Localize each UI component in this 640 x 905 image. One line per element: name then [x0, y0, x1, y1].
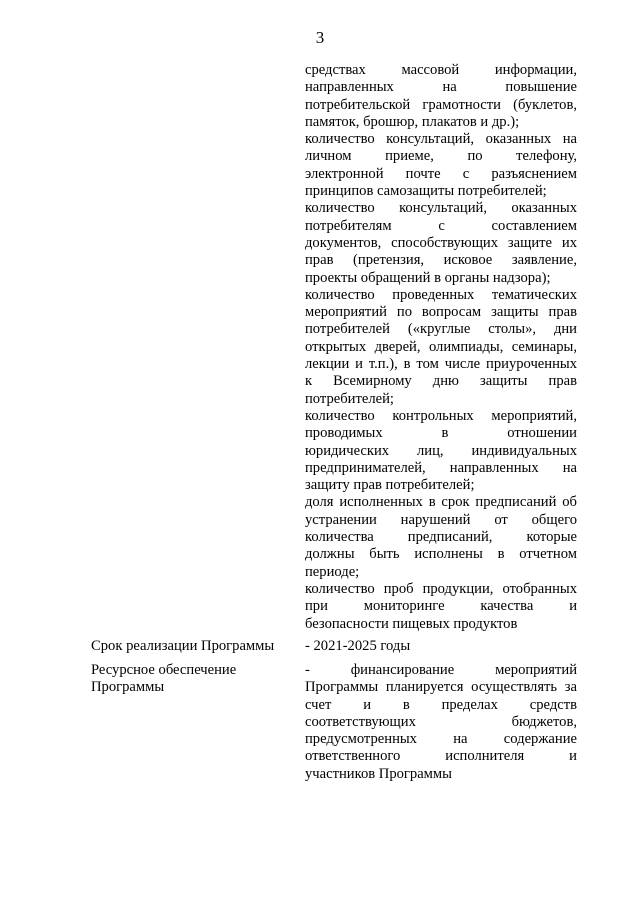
page-number: 3 [315, 28, 325, 47]
text-line: проекты обращений в органы надзора); [305, 269, 551, 286]
text-line: доля исполненных в срок предписаний об [305, 494, 577, 511]
resource-label-line: Ресурсное обеспечение [91, 662, 237, 678]
text-line: потребительской грамотности (буклетов, [305, 96, 577, 113]
text-line: количество проб продукции, отобранных [305, 580, 577, 597]
text-line: мероприятий по вопросам защиты прав [305, 304, 577, 321]
text-line: участников Программы [305, 765, 452, 782]
text-line: средствах массовой информации, [305, 62, 577, 78]
period-value-text: - 2021-2025 годы [305, 638, 411, 654]
text-line: соответствующих бюджетов, [305, 713, 577, 730]
text-line: устранении нарушений от общего [305, 511, 577, 528]
period-value [305, 638, 577, 655]
text-line: проводимых в отношении [305, 425, 577, 442]
text-line: лекции и т.п.), в том числе приуроченных [305, 356, 577, 373]
text-line: количество консультаций, оказанных [305, 200, 577, 217]
resource-label [91, 662, 296, 697]
text-line: к Всемирному дню защиты прав [305, 373, 577, 390]
resource-value-block [305, 662, 577, 783]
text-line: количество проведенных тематических [305, 286, 577, 303]
text-line: Программы планируется осуществлять за [305, 679, 577, 696]
text-line: периоде; [305, 563, 360, 580]
text-line: количества предписаний, которые [305, 529, 577, 546]
text-line: памяток, брошюр, плакатов и др.); [305, 113, 520, 130]
text-line: счет и в пределах средств [305, 696, 577, 713]
text-line: при мониторинге качества и [305, 598, 577, 615]
text-line: открытых дверей, олимпиады, семинары, [305, 338, 577, 355]
text-line: потребителям с составлением [305, 217, 577, 234]
text-line: прав (претензия, исковое заявление, [305, 252, 577, 269]
text-line: документов, способствующих защите их [305, 234, 577, 251]
text-line: направленных на повышение [305, 79, 577, 96]
text-line: защиту прав потребителей; [305, 477, 475, 494]
period-label: Срок реализации Программы [91, 638, 275, 654]
indicators-text-block [305, 62, 577, 633]
text-line: электронной почте с разъяснением [305, 165, 577, 182]
text-line: безопасности пищевых продуктов [305, 615, 518, 632]
text-line: ответственного исполнителя и [305, 748, 577, 765]
text-line: должны быть исполнены в отчетном [305, 546, 577, 563]
text-line: - финансирование мероприятий [305, 662, 577, 678]
text-line: личном приеме, по телефону, [305, 148, 577, 165]
resource-label-line: Программы [91, 679, 165, 696]
text-line: потребителей; [305, 390, 394, 407]
text-line: принципов самозащиты потребителей; [305, 183, 547, 200]
text-line: предпринимателей, направленных на [305, 459, 577, 476]
text-line: количество консультаций, оказанных на [305, 131, 577, 148]
text-line: потребителей («круглые столы», дни [305, 321, 577, 338]
text-line: предусмотренных на содержание [305, 731, 577, 748]
text-line: количество контрольных мероприятий, [305, 407, 577, 424]
text-line: юридических лиц, индивидуальных [305, 442, 577, 459]
